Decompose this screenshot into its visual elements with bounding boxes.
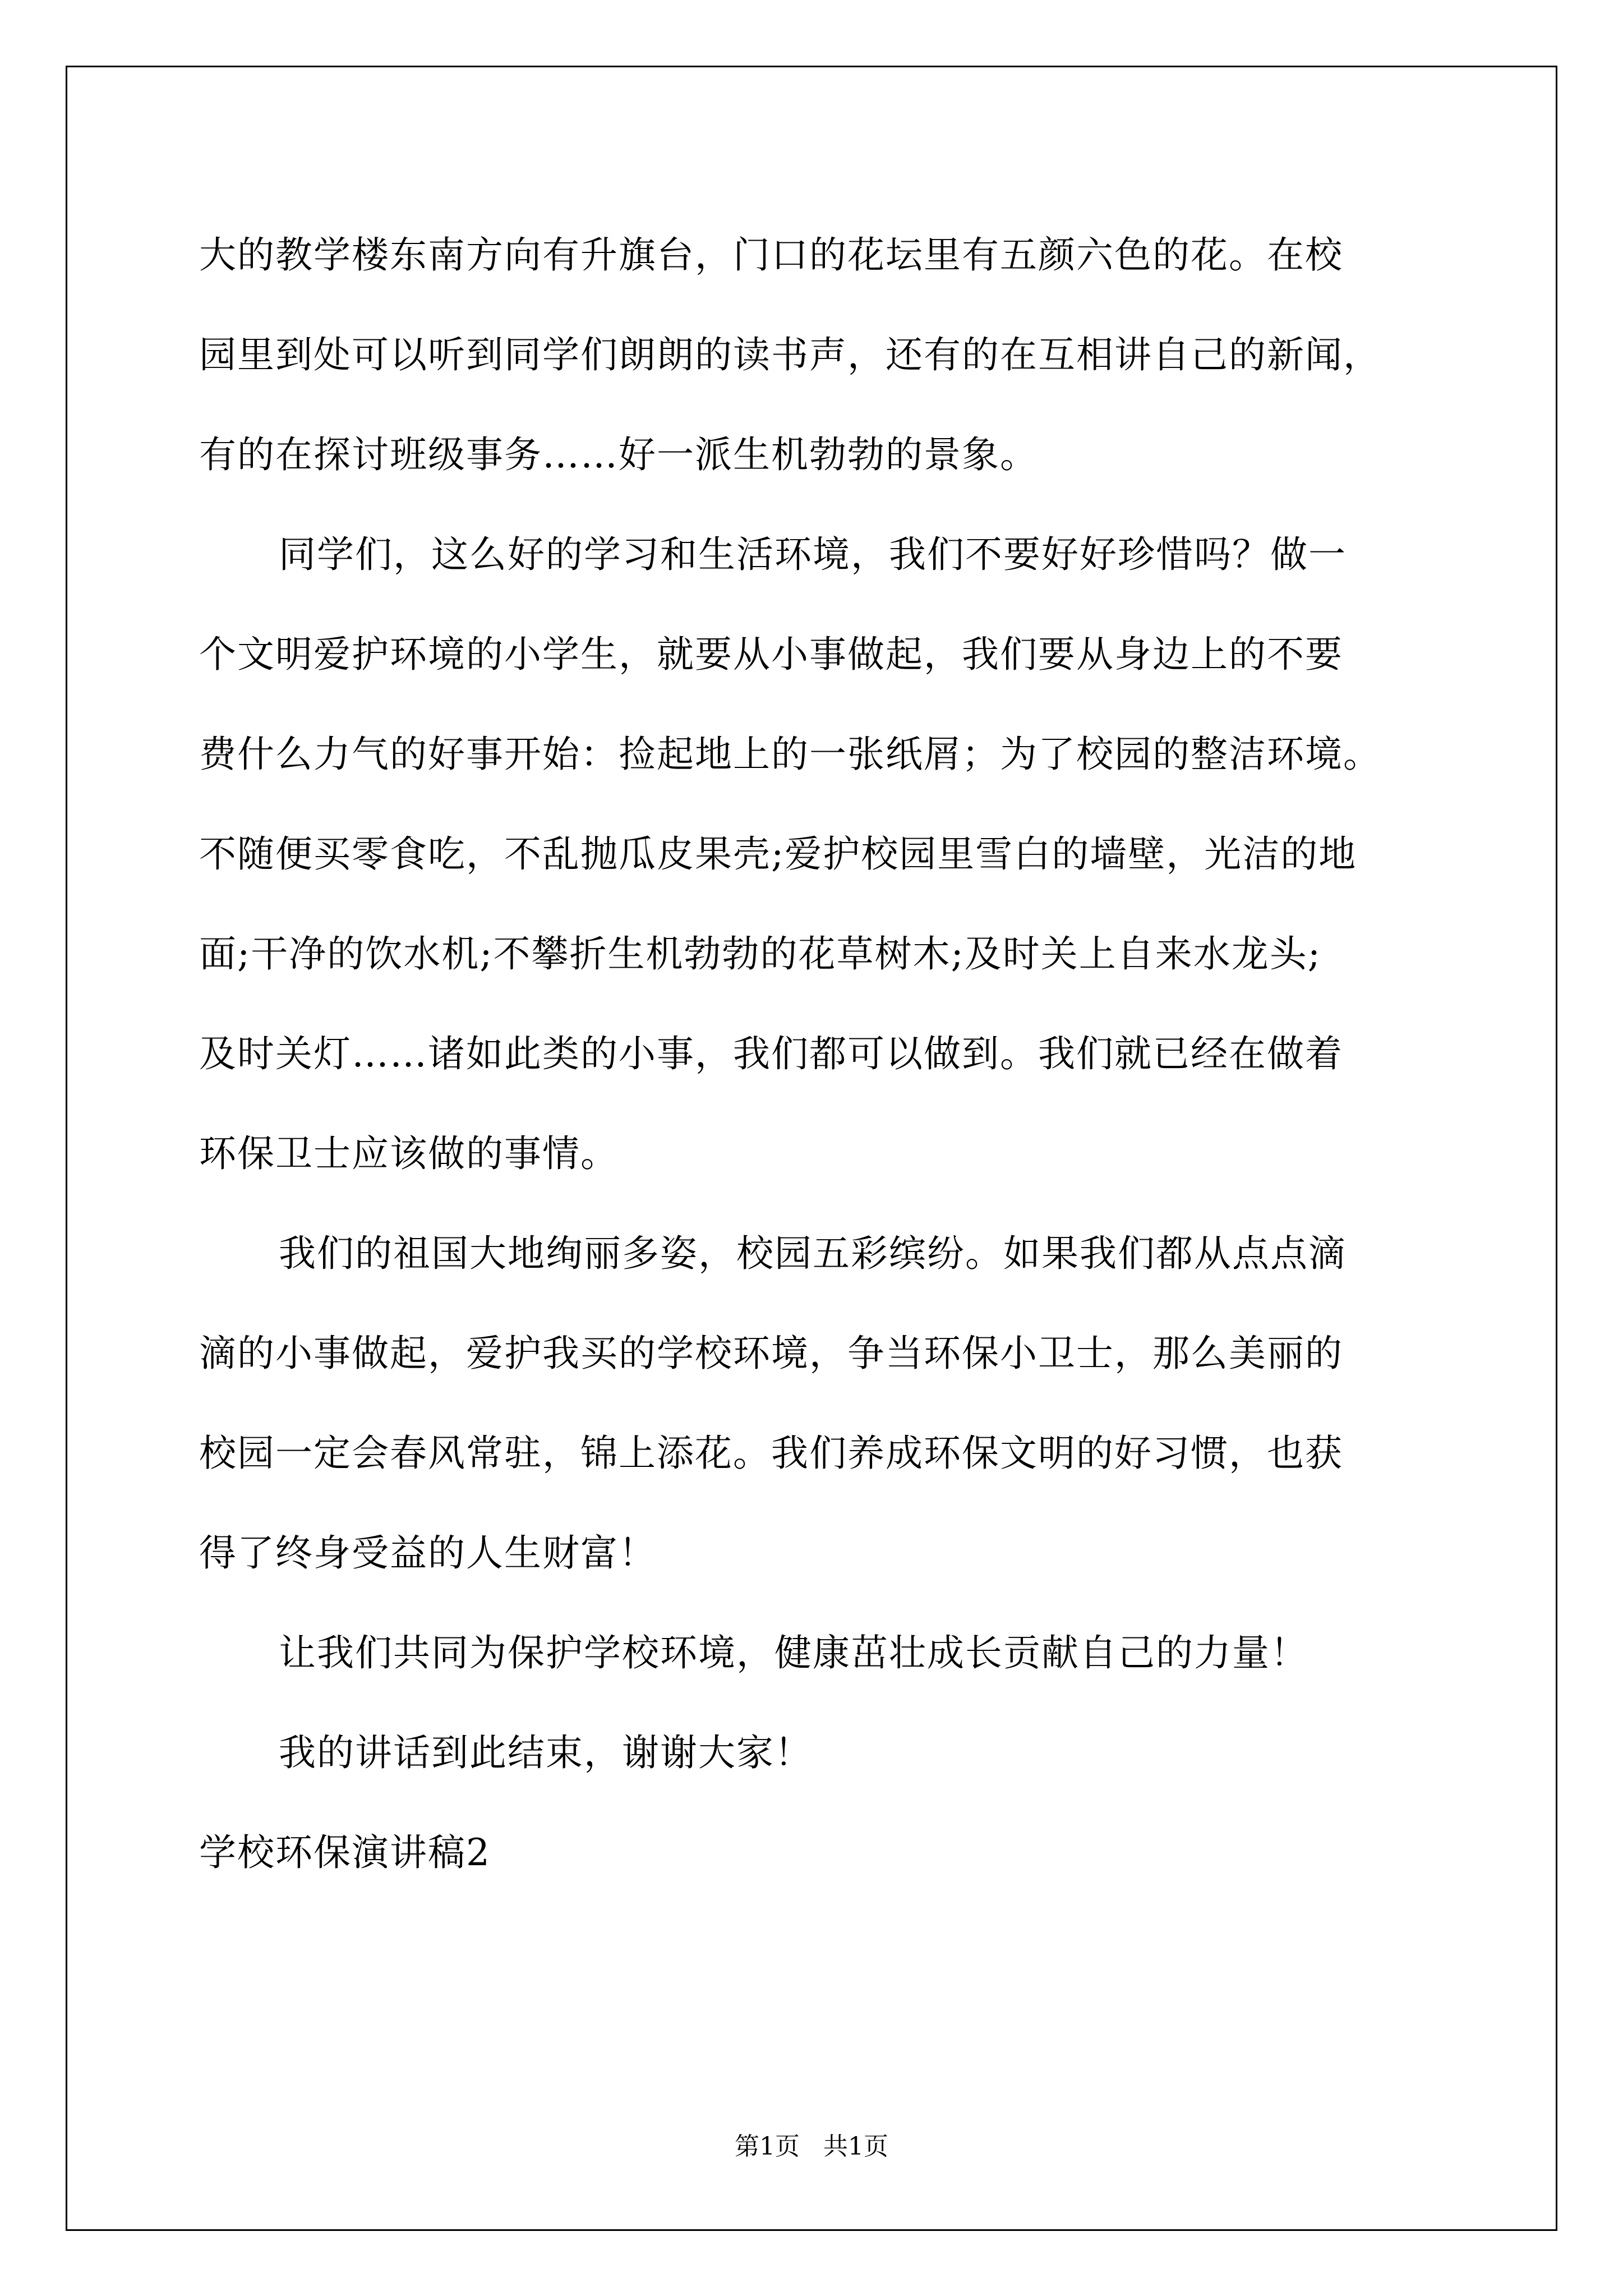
paragraph-start-line: 让我们共同为保护学校环境，健康茁壮成长贡献自己的力量！ xyxy=(279,1631,1308,1674)
text-line: 不随便买零食吃，不乱抛瓜皮果壳;爱护校园里雪白的墙壁，光洁的地 xyxy=(199,832,1357,876)
paragraph-start-line: 我的讲话到此结束，谢谢大家！ xyxy=(279,1731,813,1774)
page-footer: 第1页 共1页 xyxy=(735,2132,888,2161)
text-line: 及时关灯……诸如此类的小事，我们都可以做到。我们就已经在做着 xyxy=(199,1032,1343,1075)
text-line: 滴的小事做起，爱护我买的学校环境，争当环保小卫士，那么美丽的 xyxy=(199,1332,1343,1375)
paragraph-start-line: 我们的祖国大地绚丽多姿，校园五彩缤纷。如果我们都从点点滴 xyxy=(279,1232,1347,1275)
text-line: 面;干净的饮水机;不攀折生机勃勃的花草树木;及时关上自来水龙头; xyxy=(199,932,1321,976)
text-line: 园里到处可以听到同学们朗朗的读书声，还有的在互相讲自己的新闻， xyxy=(199,333,1381,376)
text-line: 个文明爱护环境的小学生，就要从小事做起，我们要从身边上的不要 xyxy=(199,633,1343,676)
document-body xyxy=(199,222,1455,1919)
section-heading: 学校环保演讲稿2 xyxy=(199,1831,491,1874)
text-line: 得了终身受益的人生财富！ xyxy=(199,1531,657,1575)
text-line: 费什么力气的好事开始：捡起地上的一张纸屑；为了校园的整洁环境。 xyxy=(199,733,1381,776)
text-line: 校园一定会春风常驻，锦上添花。我们养成环保文明的好习惯，也获 xyxy=(199,1432,1343,1475)
text-line: 有的在探讨班级事务……好一派生机勃勃的景象。 xyxy=(199,433,1038,476)
text-line: 大的教学楼东南方向有升旗台，门口的花坛里有五颜六色的花。在校 xyxy=(199,233,1343,277)
paragraph-start-line: 同学们，这么好的学习和生活环境，我们不要好好珍惜吗？做一 xyxy=(279,533,1347,576)
text-line: 环保卫士应该做的事情。 xyxy=(199,1132,619,1175)
